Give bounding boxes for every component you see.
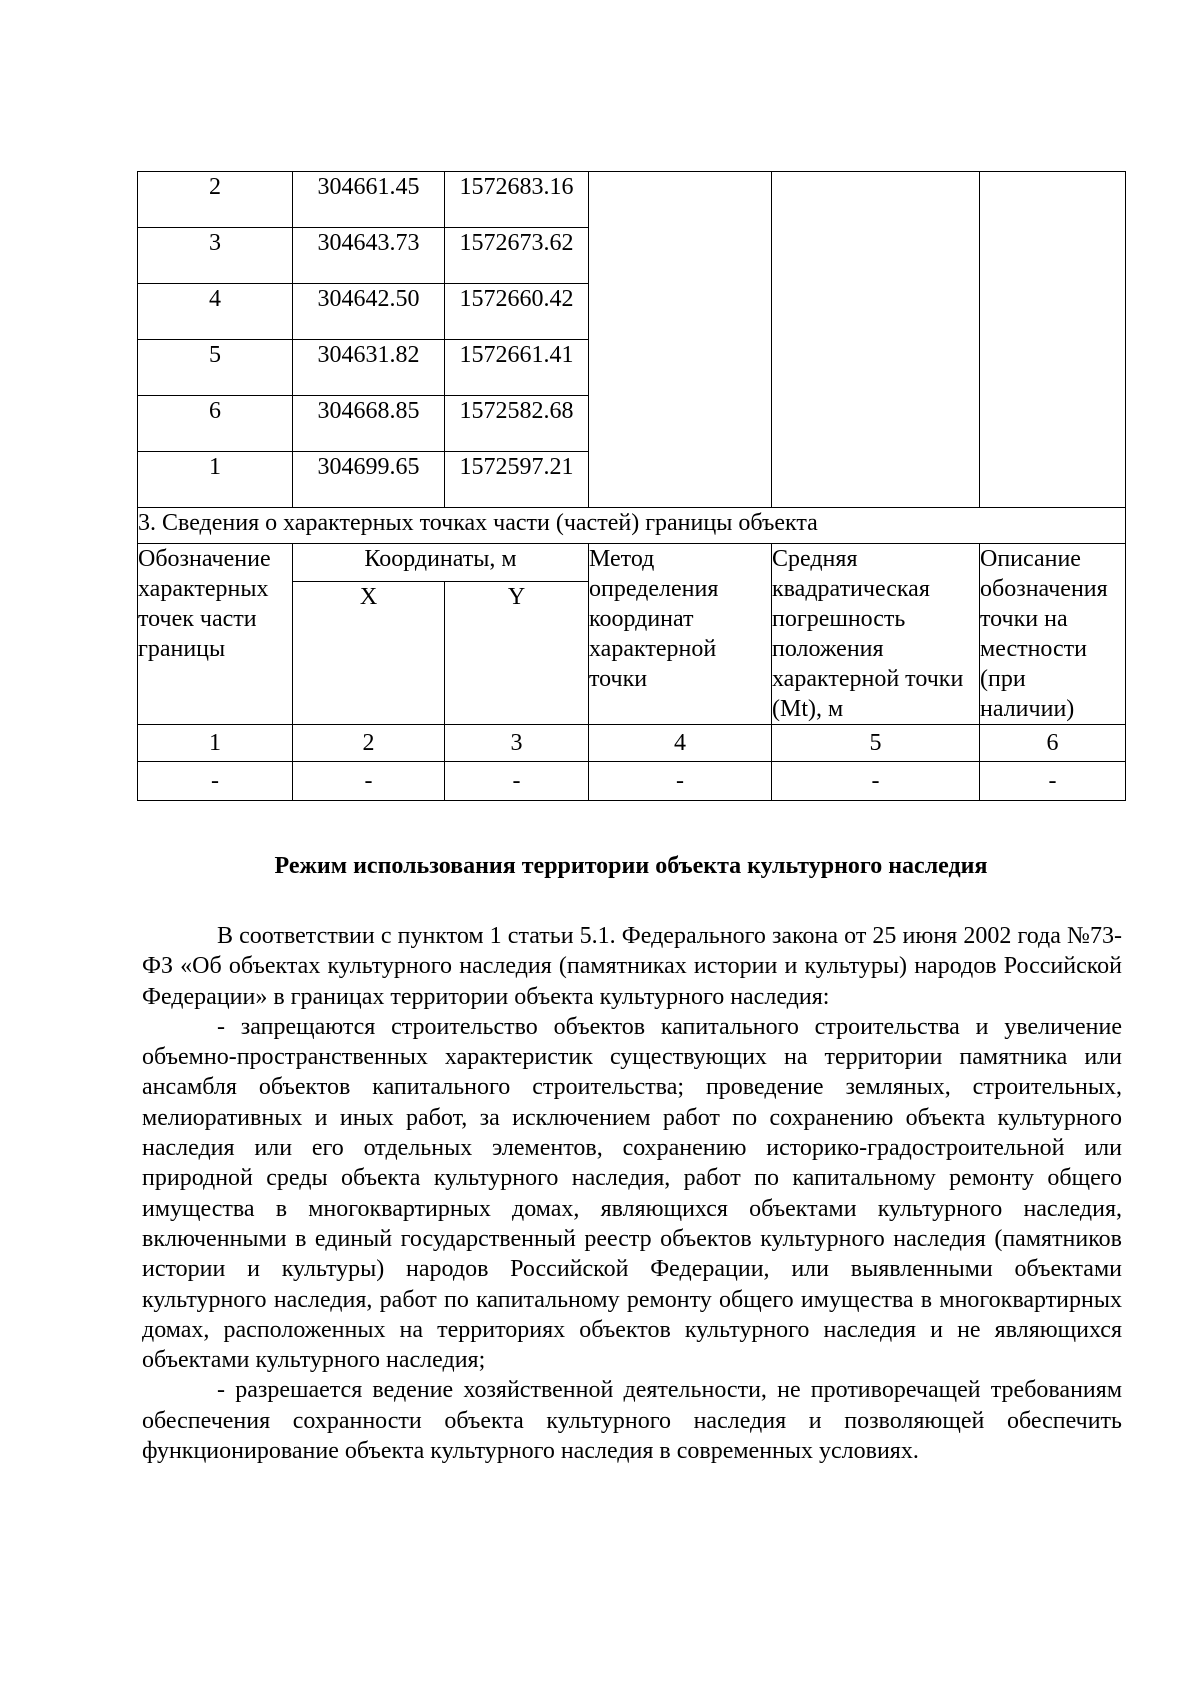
- header-x: X: [293, 581, 445, 724]
- header-description: Описание обозначения точки на местности (при наличии): [980, 544, 1126, 725]
- coord-y: 1572597.21: [445, 452, 589, 508]
- section-title-row: [138, 508, 1126, 544]
- coord-y: 1572582.68: [445, 396, 589, 452]
- column-number: 3: [445, 725, 589, 762]
- paragraph: - разрешается ведение хозяйственной деятельности, не противоречащей требованиям обеспечения сохранности объекта культурного наследия и позволяющей обеспечить функционирование объекта культурного наследия в современных условиях.: [142, 1377, 1122, 1465]
- column-number: 5: [772, 725, 980, 762]
- paragraph: - запрещаются строительство объектов капитального строительства и увеличение объемно-пространственных характеристик существующих на территории памятника или ансамбля объектов капитального строительства; проведение земляных, строительных, мелиоративных и иных работ, за исключением работ по сохранению объекта культурного наследия или его отдельных элементов, сохранению историко-градостроительной или природной среды объекта культурного наследия, работ по капитальному ремонту общего имущества в многоквартирных домах, являющихся объектами культурного наследия, включенными в единый государственный реестр объектов культурного наследия (памятников истории и культуры) народов Российской Федерации, или выявленными объектами культурного наследия, работ по капитальному ремонту общего имущества в многоквартирных домах, расположенных на территориях объектов культурного наследия и не являющихся объектами культурного наследия;: [142, 1013, 1122, 1374]
- column-number: 6: [980, 725, 1126, 762]
- point-number: 1: [138, 452, 293, 508]
- table-cell: -: [772, 762, 980, 801]
- table-cell: -: [138, 762, 293, 801]
- coord-x: 304631.82: [293, 340, 445, 396]
- paragraph: В соответствии с пунктом 1 статьи 5.1. Федерального закона от 25 июня 2002 года №73-ФЗ «Об объектах культурного наследия (памятниках истории и культуры) народов Российской Федерации» в границах территории объекта культурного наследия:: [142, 923, 1122, 1010]
- coord-x: 304699.65: [293, 452, 445, 508]
- description-cell: [980, 172, 1126, 508]
- table-cell: -: [445, 762, 589, 801]
- header-coords: Координаты, м: [293, 544, 589, 582]
- point-number: 5: [138, 340, 293, 396]
- coord-x: 304668.85: [293, 396, 445, 452]
- coord-x: 304643.73: [293, 228, 445, 284]
- table-cell: -: [293, 762, 445, 801]
- coordinates-table: [137, 171, 1126, 801]
- error-cell: [772, 172, 980, 508]
- coord-y: 1572673.62: [445, 228, 589, 284]
- coord-x: 304642.50: [293, 284, 445, 340]
- coord-y: 1572661.41: [445, 340, 589, 396]
- coord-y: 1572660.42: [445, 284, 589, 340]
- column-numbers-row: [138, 725, 1126, 762]
- coord-x: 304661.45: [293, 172, 445, 228]
- table-cell: -: [980, 762, 1126, 801]
- column-number: 2: [293, 725, 445, 762]
- header-y: Y: [445, 581, 589, 724]
- header-designation: Обозначение характерных точек части границы: [138, 544, 293, 725]
- table-row: [138, 762, 1126, 801]
- header-row: [138, 544, 1126, 582]
- regime-heading: Режим использования территории объекта культурного наследия: [274, 853, 988, 879]
- section-title: 3. Сведения о характерных точках части (частей) границы объекта: [138, 508, 1126, 544]
- table-cell: -: [589, 762, 772, 801]
- point-number: 6: [138, 396, 293, 452]
- point-number: 4: [138, 284, 293, 340]
- coord-y: 1572683.16: [445, 172, 589, 228]
- header-method: Метод определения координат характерной точки: [589, 544, 772, 725]
- column-number: 4: [589, 725, 772, 762]
- regime-body: [142, 921, 1122, 1466]
- header-error: Средняя квадратическая погрешность положения характерной точки (Mt), м: [772, 544, 980, 725]
- method-cell: [589, 172, 772, 508]
- table-row: [138, 172, 1126, 228]
- point-number: 2: [138, 172, 293, 228]
- column-number: 1: [138, 725, 293, 762]
- point-number: 3: [138, 228, 293, 284]
